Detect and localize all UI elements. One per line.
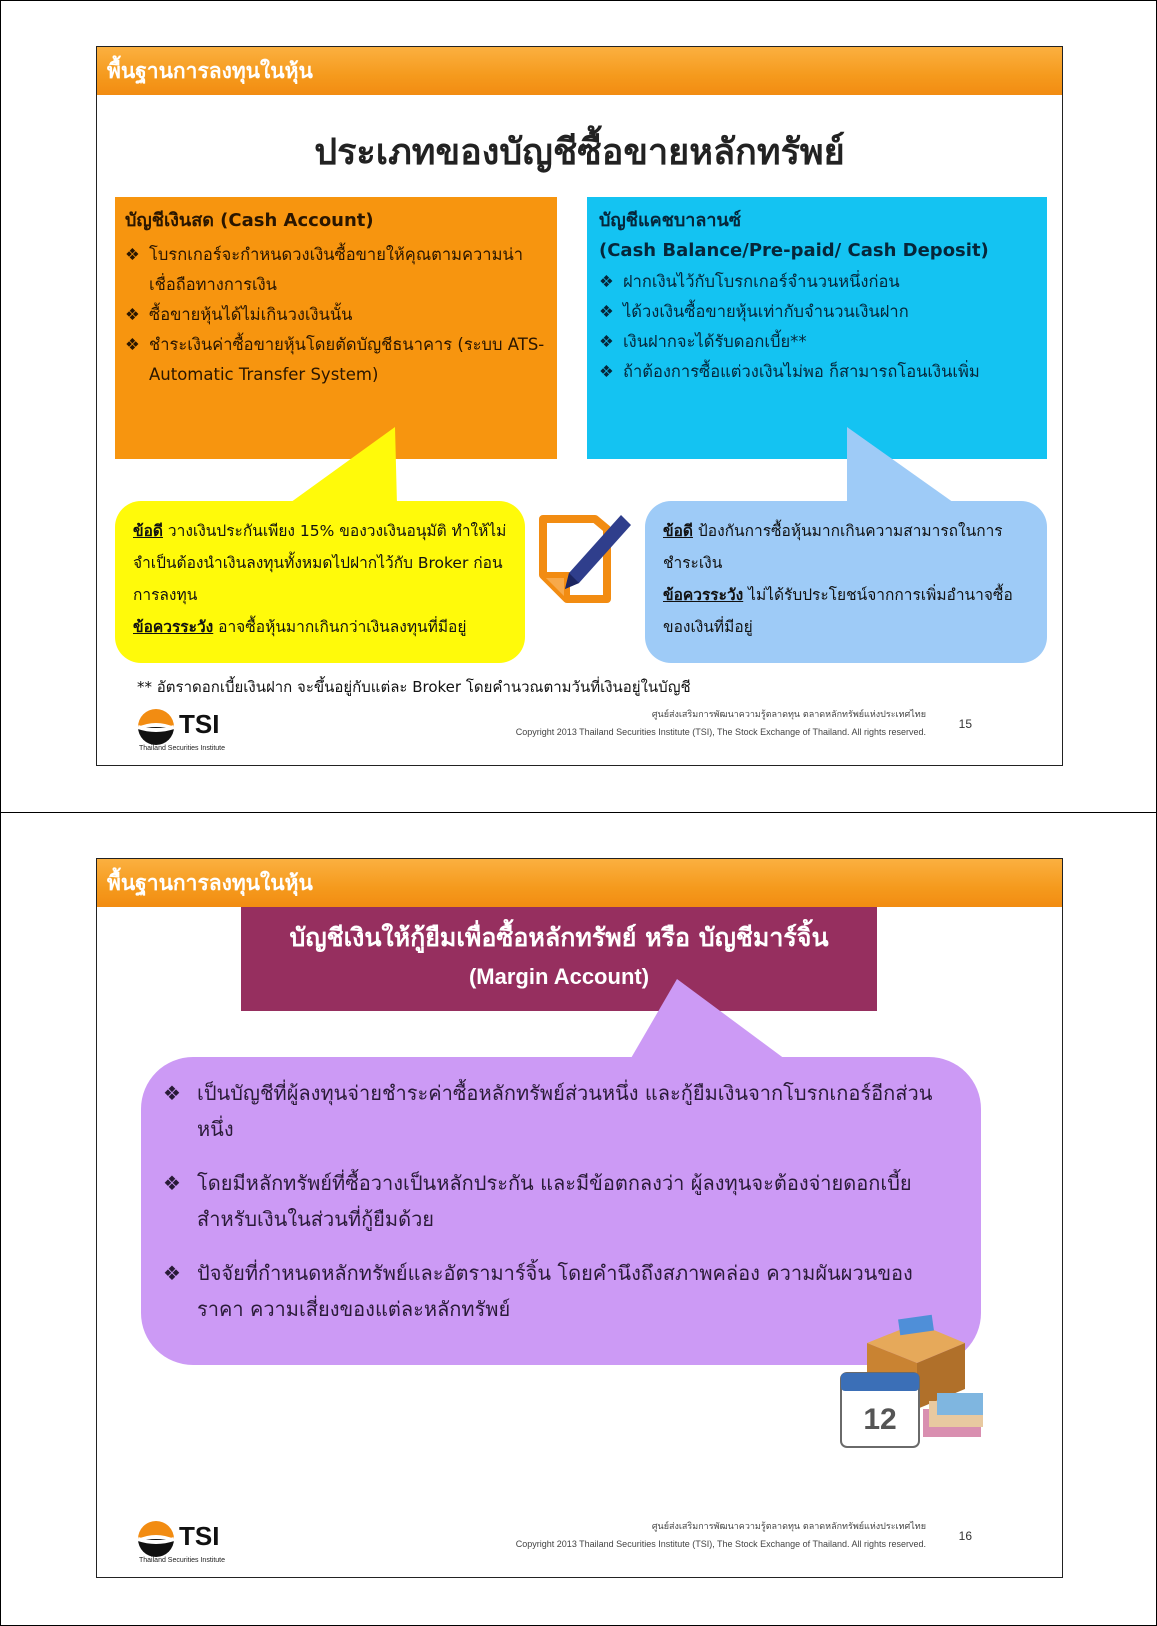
bullet-icon: ❖ <box>125 245 140 264</box>
footer-copyright: Copyright 2013 Thailand Securities Institute (TSI), The Stock Exchange of Thailand. All rights reserved. <box>515 727 926 737</box>
cash-balance-box <box>587 197 1047 459</box>
list-item: ❖ ซื้อขายหุ้นได้ไม่เกินวงเงินนั้น <box>125 300 547 330</box>
tsi-logo-mark-icon <box>135 1517 177 1557</box>
list-item: ❖ ฝากเงินไว้กับโบรกเกอร์จำนวนหนึ่งก่อน <box>599 267 1035 297</box>
pro-label: ข้อดี <box>133 522 163 540</box>
tsi-logo-subtitle: Thailand Securities Institute <box>139 745 225 752</box>
cash-account-heading: บัญชีเงินสด (Cash Account) <box>125 210 374 231</box>
page-number: 16 <box>958 1529 972 1543</box>
blue-callout-pointer <box>837 427 987 507</box>
yellow-callout-pointer <box>247 427 407 507</box>
list-item: ❖ เป็นบัญชีที่ผู้ลงทุนจ่ายชำระค่าซื้อหลักทรัพย์ส่วนหนึ่ง และกู้ยืมเงินจากโบรกเกอร์อีกส่วนหนึ่ง <box>163 1075 957 1147</box>
caution-text: อาจซื้อหุ้นมากเกินกว่าเงินลงทุนที่มีอยู่ <box>218 618 467 636</box>
page-number: 15 <box>958 717 972 731</box>
cash-account-list <box>125 240 547 390</box>
bullet-icon: ❖ <box>163 1081 181 1105</box>
footer-copyright: Copyright 2013 Thailand Securities Institute (TSI), The Stock Exchange of Thailand. All rights reserved. <box>515 1539 926 1549</box>
slide-header: พื้นฐานการลงทุนในหุ้น <box>97 47 1062 95</box>
tsi-logo-text: TSI <box>179 1521 220 1551</box>
pro-text: วางเงินประกันเพียง 15% ของวงเงินอนุมัติ ทำให้ไม่จำเป็นต้องนำเงินลงทุนทั้งหมดไปฝากไว้กับ Broker ก่อนการลงทุน <box>133 522 507 604</box>
tsi-logo-subtitle: Thailand Securities Institute <box>139 1557 225 1564</box>
interest-footnote: ** อัตราดอกเบี้ยเงินฝาก จะขึ้นอยู่กับแต่ละ Broker โดยคำนวณตามวันที่เงินอยู่ในบัญชี <box>137 678 691 696</box>
cash-balance-heading: บัญชีแคชบาลานซ์ <box>599 210 742 231</box>
pen-paper-icon <box>533 507 633 611</box>
margin-callout-pointer <box>617 979 797 1069</box>
caution-label: ข้อควรระวัง <box>133 618 214 636</box>
tsi-logo <box>135 705 255 755</box>
cash-account-callout <box>115 501 525 663</box>
margin-account-list <box>163 1075 957 1327</box>
slide-16 <box>96 858 1063 1578</box>
margin-account-title: บัญชีเงินให้กู้ยืมเพื่อซื้อหลักทรัพย์ หรือ บัญชีมาร์จิ้น <box>289 923 829 952</box>
tsi-logo-text: TSI <box>179 709 220 739</box>
cash-balance-list <box>599 267 1035 387</box>
bullet-icon: ❖ <box>599 332 614 351</box>
calendar-day-text: 12 <box>863 1403 897 1436</box>
list-item: ❖ ปัจจัยที่กำหนดหลักทรัพย์และอัตรามาร์จิ้น โดยคำนึงถึงสภาพคล่อง ความผันผวนของราคา ความเสี่ยงของแต่ละหลักทรัพย์ <box>163 1255 957 1327</box>
cash-balance-callout <box>645 501 1047 663</box>
tsi-logo-mark-icon <box>135 705 177 745</box>
bullet-icon: ❖ <box>599 272 614 291</box>
bullet-icon: ❖ <box>125 305 140 324</box>
bullet-icon: ❖ <box>125 335 140 354</box>
list-item: ❖ โบรกเกอร์จะกำหนดวงเงินซื้อขายให้คุณตามความน่าเชื่อถือทางการเงิน <box>125 240 547 300</box>
bullet-icon: ❖ <box>599 362 614 381</box>
list-item: ❖ เงินฝากจะได้รับดอกเบี้ย** <box>599 327 1035 357</box>
slide-header: พื้นฐานการลงทุนในหุ้น <box>97 859 1062 907</box>
footer-thai-line: ศูนย์ส่งเสริมการพัฒนาความรู้ตลาดทุน ตลาดหลักทรัพย์แห่งประเทศไทย <box>651 1522 926 1532</box>
list-item: ❖ ชำระเงินค่าซื้อขายหุ้นโดยตัดบัญชีธนาคาร (ระบบ ATS-Automatic Transfer System) <box>125 330 547 390</box>
list-item: ❖ โดยมีหลักทรัพย์ที่ซื้อวางเป็นหลักประกัน และมีข้อตกลงว่า ผู้ลงทุนจะต้องจ่ายดอกเบี้ยสำหรับเงินในส่วนที่กู้ยืมด้วย <box>163 1165 957 1237</box>
pro-label: ข้อดี <box>663 522 693 540</box>
footer-thai-line: ศูนย์ส่งเสริมการพัฒนาความรู้ตลาดทุน ตลาดหลักทรัพย์แห่งประเทศไทย <box>651 710 926 720</box>
caution-text: ไม่ได้รับประโยชน์จากการเพิ่มอำนาจซื้อของเงินที่มีอยู่ <box>663 586 1013 636</box>
caution-label: ข้อควรระวัง <box>663 586 744 604</box>
margin-account-subtitle: (Margin Account) <box>468 964 650 989</box>
cash-balance-subheading: (Cash Balance/Pre-paid/ Cash Deposit) <box>599 240 989 261</box>
slide-title: ประเภทของบัญชีซื้อขายหลักทรัพย์ <box>314 132 845 173</box>
pro-text: ป้องกันการซื้อหุ้นมากเกินความสามารถในการชำระเงิน <box>663 522 1003 572</box>
bullet-icon: ❖ <box>163 1171 181 1195</box>
list-item: ❖ ถ้าต้องการซื้อแต่วงเงินไม่พอ ก็สามารถโอนเงินเพิ่ม <box>599 357 1035 387</box>
calendar-money-icon <box>837 1309 987 1459</box>
slide-15 <box>96 46 1063 766</box>
bullet-icon: ❖ <box>599 302 614 321</box>
cash-account-box <box>115 197 557 459</box>
bullet-icon: ❖ <box>163 1261 181 1285</box>
list-item: ❖ ได้วงเงินซื้อขายหุ้นเท่ากับจำนวนเงินฝาก <box>599 297 1035 327</box>
tsi-logo <box>135 1517 255 1567</box>
